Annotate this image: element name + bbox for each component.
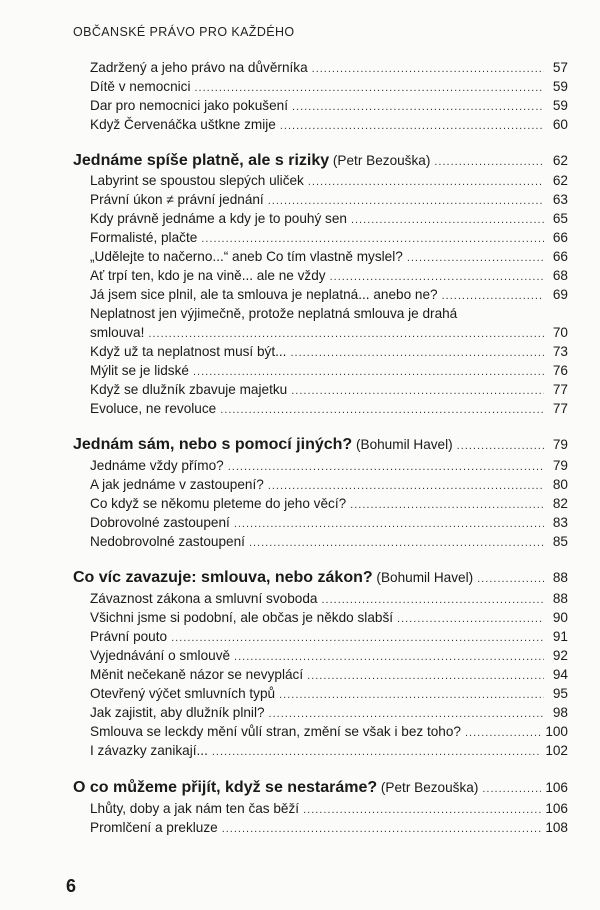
toc-entry-page: 73: [552, 344, 568, 359]
toc-entry: [90, 59, 568, 78]
dot-leader: [330, 269, 544, 286]
toc-entry: [90, 704, 568, 723]
toc-entry-page: 95: [552, 686, 568, 701]
dot-leader: [465, 725, 541, 742]
toc-chapter: [73, 779, 568, 798]
dot-leader: [308, 174, 544, 191]
toc-entry-page: 80: [552, 477, 568, 492]
dot-leader: [171, 630, 544, 647]
toc-entry-title: Labyrint se spoustou slepých uliček: [90, 173, 304, 188]
toc-entry-title: Otevřený výčet smluvních typů: [90, 686, 276, 701]
toc-entry-title: Když už ta neplatnost musí být...: [90, 344, 287, 359]
dot-leader: [321, 592, 544, 609]
toc-entry-title: Dar pro nemocnici jako pokušení: [90, 98, 288, 113]
toc-entry-title: Závaznost zákona a smluvní svoboda: [90, 591, 318, 606]
toc-entry-title: Když Červenáčka uštkne zmije: [90, 117, 276, 132]
toc-entry-title: Já jsem sice plnil, ale ta smlouva je neplatná... anebo ne?: [90, 287, 438, 302]
toc-entry-title: Nedobrovolné zastoupení: [90, 534, 245, 549]
toc-entry-page: 106: [545, 801, 568, 816]
toc-entry-page: 90: [552, 610, 568, 625]
toc-entry-title: Evoluce, ne revoluce: [90, 401, 217, 416]
toc-entry: [90, 191, 568, 210]
toc-entry-page: 63: [552, 192, 568, 207]
toc-entry-page: 108: [545, 820, 568, 835]
toc-entry-title: Všichni jsme si podobní, ale občas je někdo slabší: [90, 610, 394, 625]
toc-entry-title: Ať trpí ten, kdo je na vině... ale ne vždy: [90, 268, 326, 283]
toc-entry-title: Jak zajistit, aby dlužník plnil?: [90, 705, 265, 720]
toc-entry: [90, 800, 568, 819]
dot-leader: [397, 611, 544, 628]
dot-leader: [442, 288, 544, 305]
page-number: 6: [66, 876, 77, 896]
toc-entry-page: 62: [552, 153, 568, 168]
toc-entry: [90, 495, 568, 514]
toc-entry: [90, 400, 568, 419]
dot-leader: [303, 802, 541, 819]
dot-leader: [482, 781, 541, 798]
toc-entry-page: 69: [552, 287, 568, 302]
toc-entry: [90, 457, 568, 476]
dot-leader: [350, 497, 544, 514]
toc-entry-page: 60: [552, 117, 568, 132]
dot-leader: [212, 744, 541, 761]
toc-entry-page: 59: [552, 98, 568, 113]
dot-leader: [434, 154, 544, 171]
toc-entry-page: 102: [545, 743, 568, 758]
toc-chapter: [73, 569, 568, 588]
dot-leader: [249, 535, 544, 552]
dot-leader: [268, 193, 544, 210]
toc-entry-page: 66: [552, 249, 568, 264]
toc-entry-title: Když se dlužník zbavuje majetku: [90, 382, 288, 397]
toc-entry: [90, 476, 568, 495]
toc-chapter: [73, 152, 568, 171]
toc-entry-title: Kdy právně jednáme a kdy je to pouhý sen: [90, 211, 347, 226]
dot-leader: [194, 80, 544, 97]
dot-leader: [477, 571, 544, 588]
toc-entry: [90, 78, 568, 97]
toc-entry: [90, 116, 568, 135]
toc-entry: [90, 723, 568, 742]
toc-entry: [90, 381, 568, 400]
toc-entry-page: 62: [552, 173, 568, 188]
toc-entry-title: „Udělejte to načerno...“ aneb Co tím vlastně myslel?: [90, 249, 403, 264]
dot-leader: [307, 668, 544, 685]
toc-entry-title: Měnit nečekaně názor se nevyplácí: [90, 667, 304, 682]
dot-leader: [234, 516, 544, 533]
dot-leader: [228, 459, 544, 476]
toc-entry-title: Právní pouto: [90, 629, 168, 644]
toc-entry: [90, 590, 568, 609]
toc-entry: [90, 229, 568, 248]
toc-entry-page: 83: [552, 515, 568, 530]
toc-entry-title: Mýlit se je lidské: [90, 363, 189, 378]
dot-leader: [234, 649, 544, 666]
toc-entry: [90, 819, 568, 838]
toc-entry-title: Zadržený a jeho právo na důvěrníka: [90, 60, 308, 75]
chapter-title: Jednám sám, nebo s pomocí jiných?: [73, 436, 353, 453]
toc-entry-page: 98: [552, 705, 568, 720]
toc-entry-title: Promlčení a prekluze: [90, 820, 218, 835]
toc-entry: [90, 248, 568, 267]
toc-entry: [90, 666, 568, 685]
toc-entry-page: 92: [552, 648, 568, 663]
toc-entry: [90, 172, 568, 191]
toc-entry-page: 100: [545, 724, 568, 739]
toc-entry-page: 85: [552, 534, 568, 549]
toc-chapter: [73, 436, 568, 455]
dot-leader: [148, 326, 544, 343]
toc-entry-page: 68: [552, 268, 568, 283]
toc-entry: [90, 647, 568, 666]
toc-entry-page: 77: [552, 382, 568, 397]
toc-entry-title: A jak jednáme v zastoupení?: [90, 477, 264, 492]
toc-entry-title: Jednáme vždy přímo?: [90, 458, 224, 473]
toc-entry: [90, 362, 568, 381]
toc-entry-title: Vyjednávání o smlouvě: [90, 648, 231, 663]
toc-entry: [90, 97, 568, 116]
chapter-author: (Petr Bezouška): [380, 780, 479, 795]
chapter-title: Co víc zavazuje: smlouva, nebo zákon?: [73, 569, 373, 586]
toc-entry-page: 59: [552, 79, 568, 94]
dot-leader: [457, 438, 544, 455]
chapter-author: (Bohumil Havel): [355, 437, 453, 452]
toc-entry-title: Smlouva se leckdy mění vůlí stran, změní se však i bez toho?: [90, 724, 461, 739]
dot-leader: [222, 821, 542, 838]
toc-entry-page: 106: [545, 780, 568, 795]
toc-entry-page: 66: [552, 230, 568, 245]
dot-leader: [193, 364, 544, 381]
toc-entry-page: 88: [552, 570, 568, 585]
dot-leader: [220, 402, 544, 419]
toc-entry-page: 91: [552, 629, 568, 644]
toc-entry: [90, 533, 568, 552]
dot-leader: [269, 706, 544, 723]
dot-leader: [407, 250, 544, 267]
toc-entry-title: I závazky zanikají...: [90, 743, 208, 758]
toc-entry-page: 82: [552, 496, 568, 511]
toc-entry-page: 57: [552, 60, 568, 75]
chapter-title: Jednáme spíše platně, ale s riziky: [73, 152, 330, 169]
chapter-title: O co můžeme přijít, když se nestaráme?: [73, 779, 378, 796]
toc-entry: [90, 267, 568, 286]
toc-entry-title: Dobrovolné zastoupení: [90, 515, 230, 530]
toc-entry-page: 79: [552, 437, 568, 452]
dot-leader: [291, 383, 544, 400]
toc-entry-title-line1: Neplatnost jen výjimečně, protože neplatná smlouva je drahá: [90, 306, 458, 321]
dot-leader: [351, 212, 544, 229]
toc-entry-page: 88: [552, 591, 568, 606]
running-head: OBČANSKÉ PRÁVO PRO KAŽDÉHO: [73, 25, 295, 39]
toc-entry-title: Právní úkon ≠ právní jednání: [90, 192, 264, 207]
toc-entry: [90, 609, 568, 628]
dot-leader: [290, 345, 544, 362]
toc-entry: [90, 286, 568, 305]
toc-entry-page: 77: [552, 401, 568, 416]
dot-leader: [279, 687, 544, 704]
toc-entry: [90, 742, 568, 761]
dot-leader: [312, 61, 544, 78]
dot-leader: [292, 99, 544, 116]
toc-entry: [90, 514, 568, 533]
toc-entry-title: Co když se někomu pleteme do jeho věcí?: [90, 496, 347, 511]
dot-leader: [268, 478, 544, 495]
dot-leader: [280, 118, 544, 135]
toc-entry: [90, 210, 568, 229]
toc-entry-page: 70: [552, 325, 568, 340]
toc-entry-title-line2: smlouva!: [90, 325, 145, 340]
toc-entry-page: 76: [552, 363, 568, 378]
chapter-author: (Petr Bezouška): [332, 153, 431, 168]
dot-leader: [201, 231, 544, 248]
toc-entry: [90, 628, 568, 647]
toc-entry: [90, 324, 568, 343]
toc-entry-page: 65: [552, 211, 568, 226]
toc-entry: [90, 343, 568, 362]
toc-entry-title: Lhůty, doby a jak nám ten čas běží: [90, 801, 300, 816]
toc-entry-page: 94: [552, 667, 568, 682]
toc-entry-title: Formalisté, plačte: [90, 230, 198, 245]
toc-entry: [90, 685, 568, 704]
toc-entry-page: 79: [552, 458, 568, 473]
toc-entry-title: Dítě v nemocnici: [90, 79, 191, 94]
chapter-author: (Bohumil Havel): [376, 570, 474, 585]
